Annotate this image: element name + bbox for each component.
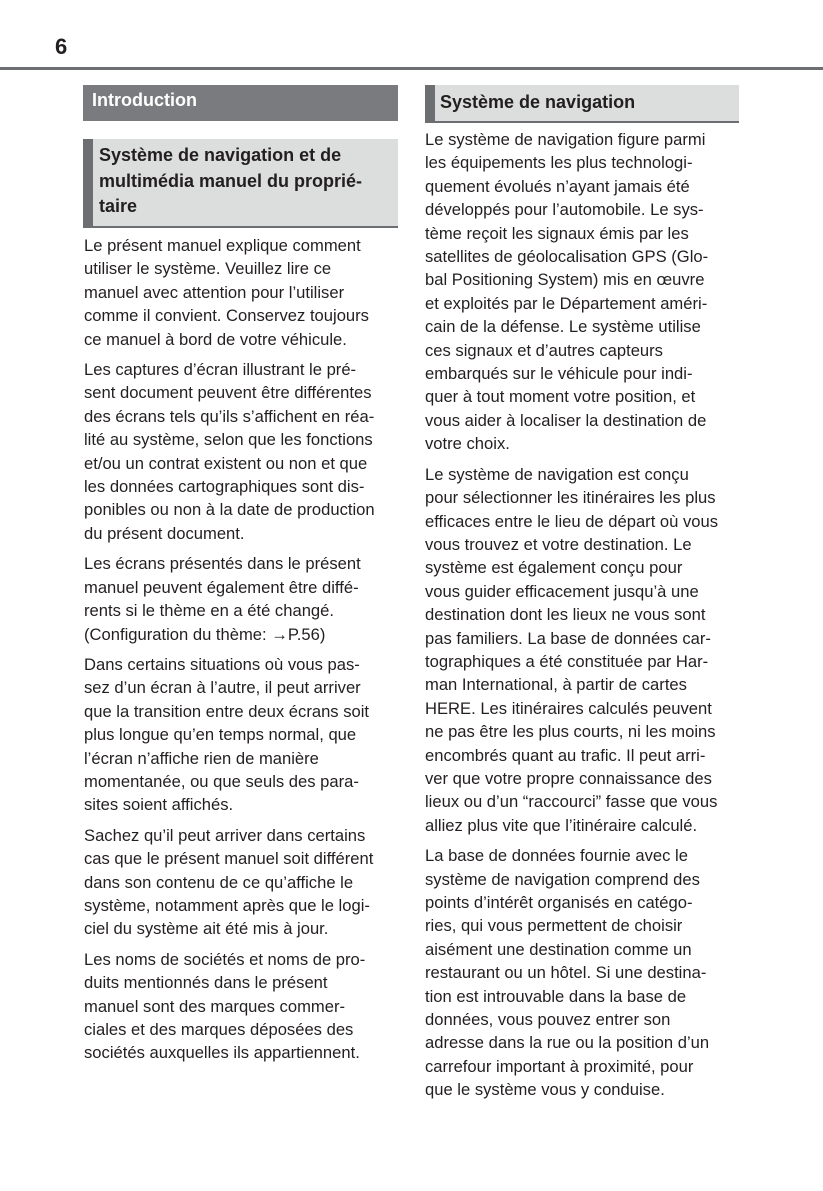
paragraph-line: des écrans tels qu’ils s’affichent en réa- [84,406,375,426]
paragraph-line: Les écrans présentés dans le présent [84,554,361,574]
paragraph-line: sites soient affichés. [84,795,234,815]
paragraph-line: duits mentionnés dans le présent [84,973,328,993]
body-paragraph [84,653,396,817]
paragraph-line: et exploités par le Département améri- [425,293,708,313]
paragraph-line: Le système de navigation figure parmi [425,130,706,149]
paragraph-line: comme il convient. Conservez toujours [84,306,369,326]
paragraph-line: lité au système, selon que les fonctions [84,430,373,450]
paragraph-line: système de navigation comprend des [425,869,700,889]
right-column [425,128,737,1109]
body-paragraph [84,234,396,351]
subsection-title-line: Système de navigation et de [99,145,342,165]
paragraph-line: aisément une destination comme un [425,939,692,959]
paragraph-line: satellites de géolocalisation GPS (Glo- [425,247,709,267]
paragraph-line: dans son contenu de ce qu’affiche le [84,872,354,892]
paragraph-line: man International, à partir de cartes [425,675,687,695]
paragraph-line: que la transition entre deux écrans soit [84,701,370,721]
paragraph-line: restaurant ou un hôtel. Si une destina- [425,963,707,983]
paragraph-line: tographiques a été constituée par Har- [425,651,709,671]
paragraph-line: plus longue qu’en temps normal, que [84,725,357,745]
paragraph-line: les données cartographiques sont dis- [84,477,365,497]
paragraph-line: utiliser le système. Veuillez lire ce [84,259,332,279]
paragraph-line: ciales et des marques déposées des [84,1020,354,1039]
subsection-title-line: multimédia manuel du proprié- [99,170,363,191]
paragraph-line: Les captures d’écran illustrant le pré- [84,360,357,380]
paragraph-line: quer à tout moment votre position, et [425,387,696,407]
paragraph-line: Dans certains situations où vous pas- [84,654,360,674]
paragraph-line: manuel sont des marques commer- [84,996,345,1016]
paragraph-line: sociétés auxquelles ils appartiennent. [84,1043,360,1063]
paragraph-line: pas familiers. La base de données car- [425,628,711,648]
paragraph-line: ces signaux et d’autres capteurs [425,340,663,360]
paragraph-line: Les noms de sociétés et noms de pro- [84,949,366,969]
paragraph-line: HERE. Les itinéraires calculés peuvent [425,698,712,718]
paragraph-line: votre choix. [425,434,510,454]
body-paragraph [84,824,396,941]
paragraph-line: adresse dans la rue ou la position d’un [425,1033,710,1053]
paragraph-line: sent document peuvent être différentes [84,383,372,403]
paragraph-line: système, notamment après que le logi- [84,895,370,915]
paragraph-line: vous trouvez et votre destination. Le [425,534,692,554]
left-column [84,234,396,1072]
subsection-title [83,139,398,226]
subsection-title-line: taire [99,196,138,216]
section-header-underline [425,121,739,123]
paragraph-line: manuel peuvent également être diffé- [84,577,359,597]
paragraph-line: quement évolués n’ayant jamais été [425,176,690,196]
paragraph-line: ne pas être les plus courts, ni les moins [425,722,716,742]
paragraph-line: alliez plus vite que l’itinéraire calculé. [425,815,698,835]
paragraph-line: tion est introuvable dans la base de [425,986,687,1006]
paragraph-line: La base de données fournie avec le [425,846,688,866]
page-number: 6 [55,34,68,59]
paragraph-line: rents si le thème en a été changé. [84,601,334,621]
paragraph-line: tème reçoit les signaux émis par les [425,223,689,243]
paragraph-line: bal Positioning System) mis en œuvre [425,270,705,290]
body-paragraph [84,948,396,1065]
paragraph-line: les équipements les plus technologi- [425,153,693,173]
paragraph-line: ce manuel à bord de votre véhicule. [84,329,347,349]
paragraph-line: du présent document. [84,523,245,543]
section-header-introduction: Introduction [83,85,398,121]
paragraph-line: et/ou un contrat existent ou non et que [84,453,368,473]
body-paragraph [425,844,737,1101]
paragraph-line: Le système de navigation est conçu [425,464,689,484]
section-header-navigation: Système de navigation [425,85,739,121]
paragraph-line: cain de la défense. Le système utilise [425,317,701,337]
subsection-underline [83,226,398,228]
paragraph-line: Le présent manuel explique comment [84,236,361,255]
body-paragraph [84,552,396,646]
paragraph-line: vous aider à localiser la destination de [425,410,707,430]
paragraph-line: ponibles ou non à la date de production [84,500,375,520]
top-rule [0,67,823,70]
paragraph-line: ciel du système ait été mis à jour. [84,919,329,939]
paragraph-line: points d’intérêt organisés en catégo- [425,893,693,912]
paragraph-line: cas que le présent manuel soit différent [84,849,374,869]
paragraph-line: lieux ou d’un “raccourci” fasse que vous [425,792,718,812]
paragraph-line: développés pour l’automobile. Le sys- [425,200,704,220]
paragraph-line: ries, qui vous permettent de choisir [425,916,683,936]
paragraph-line: que le système vous y conduise. [425,1080,665,1100]
paragraph-line: embarqués sur le véhicule pour indi- [425,364,693,384]
paragraph-line: pour sélectionner les itinéraires les plus [425,488,716,508]
body-paragraph [425,463,737,838]
paragraph-line: l’écran n’affiche rien de manière [84,748,319,768]
body-paragraph [84,358,396,545]
paragraph-line: destination dont les lieux ne vous sont [425,605,706,625]
paragraph-line: carrefour important à proximité, pour [425,1056,694,1076]
paragraph-line: données, vous pouvez entrer son [425,1010,671,1030]
paragraph-line: encombrés quant au trafic. Il peut arri- [425,745,706,765]
paragraph-line: Sachez qu’il peut arriver dans certains [84,825,366,845]
paragraph-line: sez d’un écran à l’autre, il peut arriver [84,678,361,698]
paragraph-line: (Configuration du thème: →P.56) [84,624,326,644]
paragraph-line: vous guider efficacement jusqu’à une [425,581,699,601]
paragraph-line: ver que votre propre connaissance des [425,768,712,788]
body-paragraph [425,128,737,456]
paragraph-line: système est également conçu pour [425,558,683,578]
paragraph-line: momentanée, ou que seuls des para- [84,771,359,791]
paragraph-line: efficaces entre le lieu de départ où vous [425,511,719,531]
paragraph-line: manuel avec attention pour l’utiliser [84,282,345,302]
